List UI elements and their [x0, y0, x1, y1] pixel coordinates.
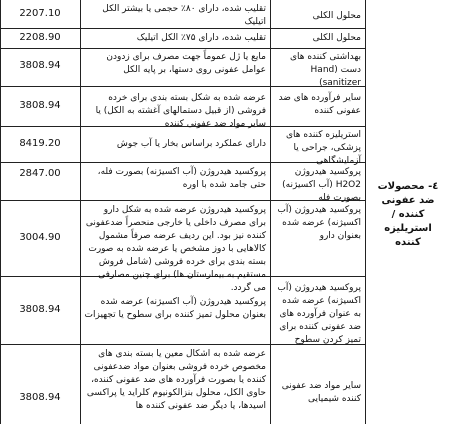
row-item: محلول الکلی — [312, 11, 361, 21]
column-divider-desc — [270, 0, 271, 424]
row-description: مایع یا ژل عموماً جهت مصرف برای زدودن عوامل عفونی روی دستها، بر پایه الکل — [106, 52, 266, 75]
row-description: پروکسید هیدروژن عرضه شده به شکل دارو برای مصرف داخلی یا خارجی منحصراً ضدعفونی کننده نیز بود. این ردیف عرضه صرفاً مشمول کالاهایی با دوز مشخص یا عرضه شده به صورت بسته بندی برای خرده فروشی (شامل فروش مستقیم به بیمارستان ها) برای چنین مصارفی می گردد. — [85, 205, 266, 293]
row-item: محلول الکلی — [312, 33, 361, 43]
row-item: استریلیزه کننده های پزشکی، جراحی یا آزمایشگاهی — [285, 130, 361, 166]
column-divider-item — [365, 0, 366, 424]
row-description: پروکسید هیدروژن (آب اکسیژنه) عرضه شده بعنوان محلول تمیز کننده برای سطوح یا تجهیزات — [84, 297, 266, 320]
row-divider — [0, 200, 365, 201]
row-divider — [0, 86, 365, 87]
row-item: بهداشتی کننده های دست (Hand sanitizer) — [289, 52, 361, 88]
tariff-code: 3808.94 — [19, 60, 61, 71]
row-item: پروکسید هیدروژن H2O2 (آب اکسیژنه) بصورت فله — [282, 167, 361, 203]
tariff-code: 2208.90 — [19, 32, 61, 43]
tariff-code: 3808.94 — [19, 392, 61, 403]
row-description: پروکسید هیدروژن (آب اکسیژنه) بصورت فله، حتی جامد شده با اوره — [97, 167, 266, 190]
tariff-code: 3808.94 — [19, 100, 61, 111]
row-description: عرضه شده به اشکال معین یا بسته بندی های مخصوص خرده فروشی بعنوان مواد ضدعفونی کننده یا بصورت فرآورده های ضد عفونی کننده، حاوی الکل، محلول بنزالکونیوم کلراید یا پراکسی اسیدها، یا دیگر ضد عفونی کننده ها — [86, 349, 266, 411]
row-item: سایر مواد ضد عفونی کننده شیمیایی — [281, 381, 361, 404]
row-item: پروکسید هیدروژن (آب اکسیژنه) عرضه شده به عنوان فرآورده های ضد عفونی کننده برای تمیز کردن سطوح — [277, 283, 361, 345]
column-divider-value — [80, 0, 81, 424]
tariff-code: 3808.94 — [19, 304, 61, 315]
tariff-code: 2207.10 — [19, 8, 61, 19]
tariff-code: 8419.20 — [19, 138, 61, 149]
row-divider — [0, 162, 365, 163]
row-description: تقلیب شده، دارای ۷۵٪ الکل اتیلیک — [136, 33, 266, 43]
row-divider — [0, 28, 365, 29]
row-description: دارای عملکرد براساس بخار یا آب جوش — [116, 139, 266, 149]
row-divider — [0, 48, 365, 49]
row-description: عرضه شده به شکل بسته بندی برای خرده فروشی (از قبیل دستمالهای آغشته به الکل) یا سایر مواد ضد عفونی کننده — [95, 93, 266, 129]
row-description: تقلیب شده، دارای ۸۰٪ حجمی یا بیشتر الکل اتیلیک — [102, 4, 266, 27]
category-label: ٤- محصولات ضد عفونی کننده / استریلیزه کننده — [377, 181, 439, 248]
row-item: سایر فرآورده های ضد عفونی کننده — [278, 93, 361, 116]
row-item: پروکسید هیدروژن (آب اکسیژنه) عرضه شده بعنوان دارو — [277, 205, 361, 241]
tariff-code: 3004.90 — [19, 232, 61, 243]
tariff-code: 2847.00 — [19, 168, 61, 179]
